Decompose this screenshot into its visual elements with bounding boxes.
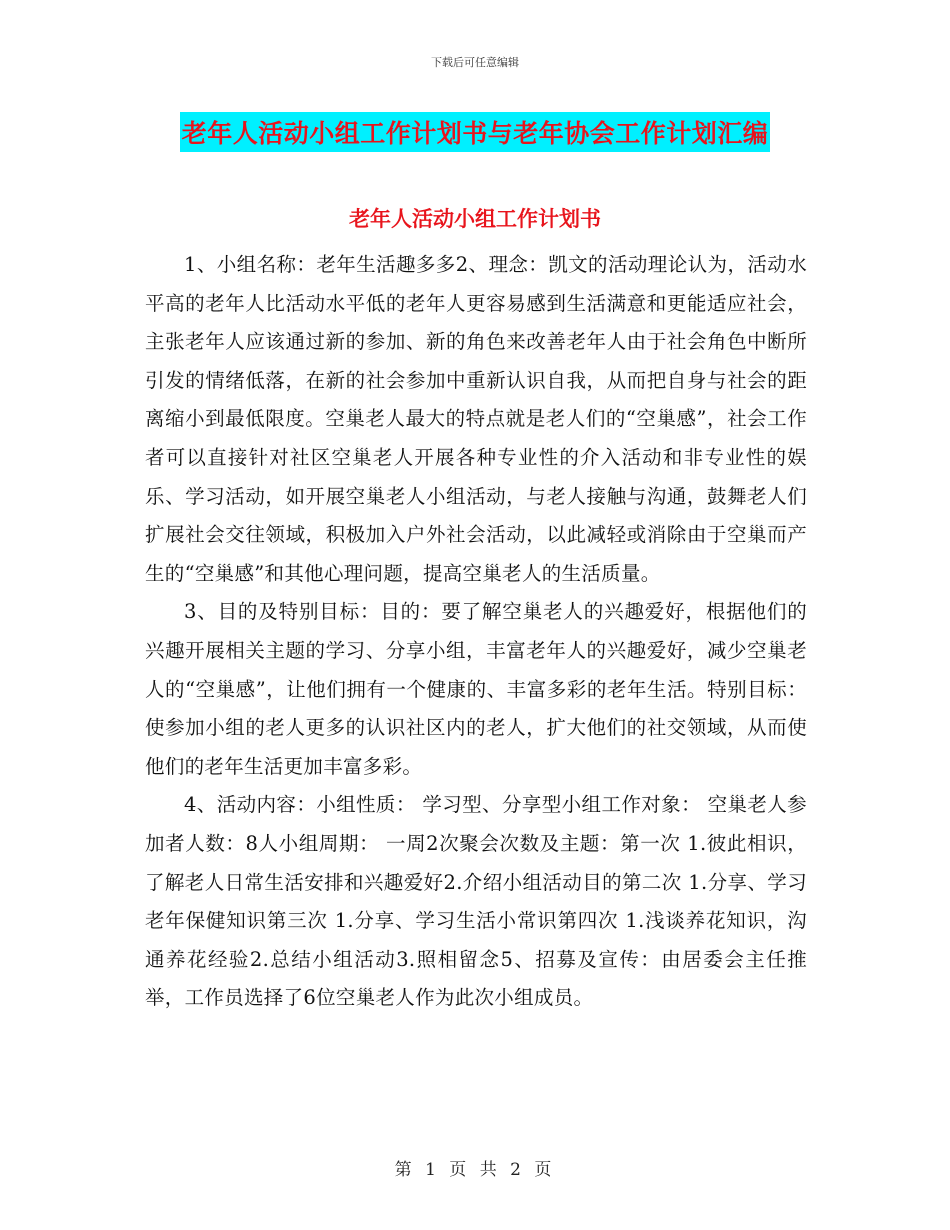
sub-title: 老年人活动小组工作计划书 [349,207,601,231]
header-note: 下载后可任意编辑 [431,56,519,69]
paragraph-1: 1、小组名称：老年生活趣多多2、理念：凯文的活动理论认为，活动水平高的老年人比活动水平低的老年人更容易感到生活满意和更能适应社会，主张老年人应该通过新的参加、新的角色来改善老年人由于社会角色中断所引发的情绪低落，在新的社会参加中重新认识自我，从而把自身与社会的距离缩小到最低限度。空巢老人最大的特点就是老人们的“空巢感”，社会工作者可以直接针对社区空巢老人开展各种专业性的介入活动和非专业性的娱乐、学习活动，如开展空巢老人小组活动，与老人接触与沟通，鼓舞老人们扩展社会交往领域，积极加入户外社会活动，以此减轻或消除由于空巢而产生的“空巢感”和其他心理问题，提高空巢老人的生活质量。 [145,253,807,585]
paragraph-3: 4、活动内容：小组性质： 学习型、分享型小组工作对象： 空巢老人参加者人数：8人小组周期： 一周2次聚会次数及主题：第一次 1.彼此相识，了解老人日常生活安排和兴趣爱好2.介绍小组活动目的第二次 1.分享、学习老年保健知识第三次 1.分享、学习生活小常识第四次 1.浅谈养花知识，沟通养花经验2.总结小组活动3.照相留念5、招募及宣传：由居委会主任推举，工作员选择了6位空巢老人作为此次小组成员。 [145,793,807,1010]
document-body [145,246,807,1018]
paragraph-2: 3、目的及特别目标：目的：要了解空巢老人的兴趣爱好，根据他们的兴趣开展相关主题的学习、分享小组，丰富老年人的兴趣爱好，减少空巢老人的“空巢感”，让他们拥有一个健康的、丰富多彩的老年生活。特别目标：使参加小组的老人更多的认识社区内的老人，扩大他们的社交领域，从而使他们的老年生活更加丰富多彩。 [145,600,807,778]
main-title: 老年人活动小组工作计划书与老年协会工作计划汇编 [180,112,771,152]
page-footer: 第 1 页 共 2 页 [394,1160,556,1180]
main-title-wrap [0,112,950,152]
